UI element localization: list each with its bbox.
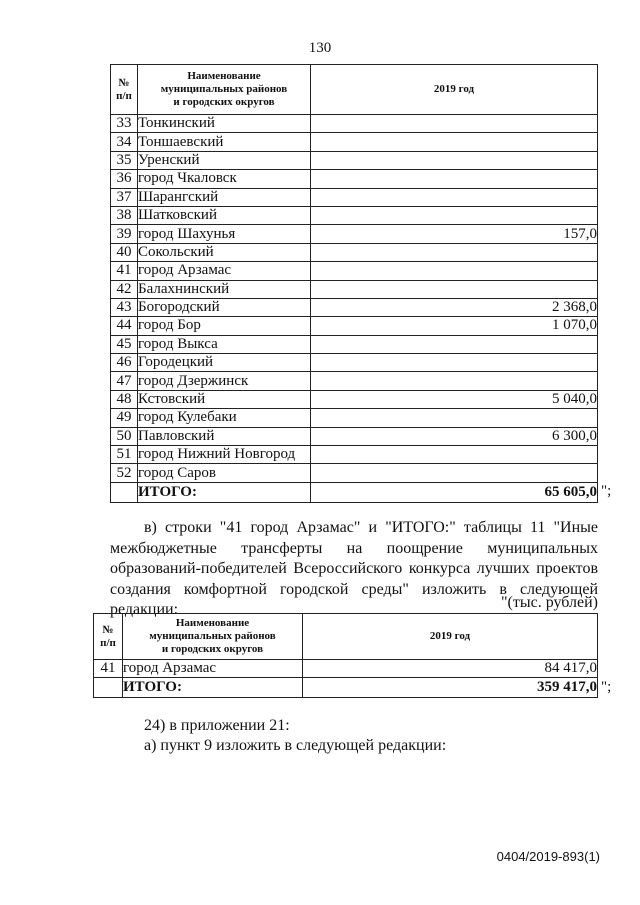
table-row xyxy=(111,188,598,206)
row-number: 41 xyxy=(94,660,123,678)
row-value: 2 368,0 xyxy=(311,298,598,316)
transfers-table-continued xyxy=(110,64,598,503)
table-row xyxy=(111,298,598,316)
row-number: 51 xyxy=(111,446,138,464)
row-value xyxy=(311,262,598,280)
table-body xyxy=(94,660,598,678)
table-row xyxy=(111,206,598,224)
table-row xyxy=(111,133,598,151)
row-name: город Дзержинск xyxy=(138,372,311,390)
row-value xyxy=(311,354,598,372)
table-row xyxy=(111,409,598,427)
row-value xyxy=(311,151,598,169)
row-number: 37 xyxy=(111,188,138,206)
row-value: 1 070,0 xyxy=(311,317,598,335)
row-value xyxy=(311,446,598,464)
row-name: Городецкий xyxy=(138,354,311,372)
row-name: Шарангский xyxy=(138,188,311,206)
total-value: 65 605,0 xyxy=(311,482,598,502)
row-number: 38 xyxy=(111,206,138,224)
total-row xyxy=(111,482,598,502)
closing-quote-mark: "; xyxy=(601,679,612,695)
row-value xyxy=(311,335,598,353)
row-number: 40 xyxy=(111,243,138,261)
table-row xyxy=(111,280,598,298)
row-name: город Нижний Новгород xyxy=(138,446,311,464)
item-24: 24) в приложении 21: xyxy=(144,717,290,734)
item-a: а) пункт 9 изложить в следующей редакции: xyxy=(144,737,447,754)
row-number: 36 xyxy=(111,170,138,188)
row-number: 35 xyxy=(111,151,138,169)
total-row xyxy=(94,678,598,698)
table-row xyxy=(111,427,598,445)
row-name: город Саров xyxy=(138,464,311,482)
row-number: 43 xyxy=(111,298,138,316)
table-row xyxy=(111,151,598,169)
row-value xyxy=(311,280,598,298)
row-name: город Выкса xyxy=(138,335,311,353)
row-value: 6 300,0 xyxy=(311,427,598,445)
header-year: 2019 год xyxy=(311,65,598,115)
row-name: город Арзамас xyxy=(123,660,303,678)
row-number: 39 xyxy=(111,225,138,243)
total-num-cell xyxy=(94,678,123,698)
table-body xyxy=(111,115,598,483)
header-name: Наименование муниципальных районов и городских округов xyxy=(123,614,303,660)
arzamas-table xyxy=(93,613,598,698)
total-label: ИТОГО: xyxy=(138,482,311,502)
row-number: 49 xyxy=(111,409,138,427)
table-row xyxy=(111,170,598,188)
table-row xyxy=(111,390,598,408)
row-name: Кстовский xyxy=(138,390,311,408)
header-num: № п/п xyxy=(111,65,138,115)
row-name: Уренский xyxy=(138,151,311,169)
header-num: № п/п xyxy=(94,614,123,660)
row-name: город Кулебаки xyxy=(138,409,311,427)
row-value: 84 417,0 xyxy=(303,660,598,678)
table-row xyxy=(111,317,598,335)
row-value xyxy=(311,133,598,151)
row-name: Шатковский xyxy=(138,206,311,224)
row-number: 44 xyxy=(111,317,138,335)
table-row xyxy=(111,446,598,464)
table-row xyxy=(94,660,598,678)
page-number: 130 xyxy=(308,40,332,56)
row-name: Тонкинский xyxy=(138,115,311,133)
row-number: 47 xyxy=(111,372,138,390)
table-row xyxy=(111,225,598,243)
table-row xyxy=(111,464,598,482)
row-value xyxy=(311,170,598,188)
total-value: 359 417,0 xyxy=(303,678,598,698)
row-number: 50 xyxy=(111,427,138,445)
closing-quote-mark: "; xyxy=(601,483,612,499)
table-row xyxy=(111,354,598,372)
row-value xyxy=(311,188,598,206)
row-value xyxy=(311,206,598,224)
row-value: 5 040,0 xyxy=(311,390,598,408)
row-value xyxy=(311,115,598,133)
total-num-cell xyxy=(111,482,138,502)
row-name: Балахнинский xyxy=(138,280,311,298)
row-name: Богородский xyxy=(138,298,311,316)
row-name: город Шахунья xyxy=(138,225,311,243)
total-label: ИТОГО: xyxy=(123,678,303,698)
header-year: 2019 год xyxy=(303,614,598,660)
table-row xyxy=(111,262,598,280)
row-number: 45 xyxy=(111,335,138,353)
row-name: город Арзамас xyxy=(138,262,311,280)
row-name: город Бор xyxy=(138,317,311,335)
row-name: город Чкаловск xyxy=(138,170,311,188)
row-name: Тоншаевский xyxy=(138,133,311,151)
table-row xyxy=(111,243,598,261)
row-number: 42 xyxy=(111,280,138,298)
table-row xyxy=(111,335,598,353)
row-value xyxy=(311,464,598,482)
row-value xyxy=(311,243,598,261)
document-code: 0404/2019-893(1) xyxy=(496,849,600,864)
row-number: 48 xyxy=(111,390,138,408)
paragraph-v-text: в) строки "41 город Арзамас" и "ИТОГО:" таблицы 11 "Иные межбюджетные трансферты на поощрение муниципальных образований-победителей Всероссийского конкурса лучших проектов создания комфортной городской среды" изложить в следующей редакции: xyxy=(110,519,598,618)
row-number: 41 xyxy=(111,262,138,280)
row-number: 34 xyxy=(111,133,138,151)
row-number: 52 xyxy=(111,464,138,482)
units-label: "(тыс. рублей) xyxy=(501,594,598,611)
row-value xyxy=(311,409,598,427)
row-name: Сокольский xyxy=(138,243,311,261)
row-value xyxy=(311,372,598,390)
table-row xyxy=(111,372,598,390)
row-name: Павловский xyxy=(138,427,311,445)
row-number: 46 xyxy=(111,354,138,372)
row-value: 157,0 xyxy=(311,225,598,243)
row-number: 33 xyxy=(111,115,138,133)
header-name: Наименование муниципальных районов и городских округов xyxy=(138,65,311,115)
table-row xyxy=(111,115,598,133)
